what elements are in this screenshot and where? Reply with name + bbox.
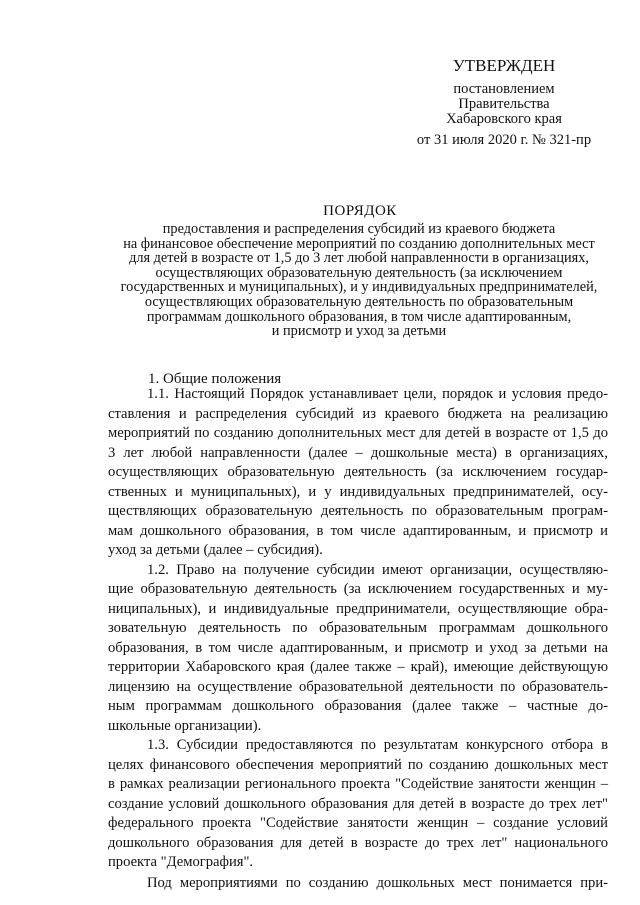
subtitle-line: осуществляющих образовательную деятельность по образовательным xyxy=(144,293,574,310)
paragraph-line: 1.1. Настоящий Порядок устанавливает цели, порядок и условия предо- xyxy=(147,386,608,402)
paragraph-line: в рамках реализации регионального проекта "Содействие занятости женщин – xyxy=(108,776,608,792)
paragraph-line: лицензию на осуществление образовательной деятельности по образователь- xyxy=(108,678,608,695)
paragraph-1-1 xyxy=(108,385,608,561)
approval-line: Хабаровского края xyxy=(446,111,562,127)
paragraph-line: дошкольного образования для детей в возрасте до трех лет" национального xyxy=(108,834,608,851)
document-subtitle xyxy=(100,222,618,339)
paragraph-line: 1.2. Право на получение субсидии имеют организации, осуществляю- xyxy=(147,561,608,578)
paragraph-line: щие образовательную деятельность (за исключением государственных и му- xyxy=(108,581,608,597)
paragraph-line: ществляющих образовательную деятельность по образовательным програм- xyxy=(108,503,608,519)
paragraph-1-2 xyxy=(108,561,608,737)
paragraph-line: уход за детьми (далее – субсидия). xyxy=(108,542,323,558)
approval-stamp: УТВЕРЖДЕН xyxy=(452,56,556,75)
paragraph-line: ставления и распределения субсидий из краевого бюджета на реализацию xyxy=(108,405,608,422)
paragraph-line: ниципальных), и индивидуальные предприниматели, осуществляющие обра- xyxy=(108,600,608,617)
subtitle-line: программам дошкольного образования, в том числе адаптированным, xyxy=(146,308,572,325)
paragraph-line: проекта "Демография". xyxy=(108,854,254,870)
paragraph-line: целях финансового обеспечения мероприятий по созданию дошкольных мест xyxy=(108,756,608,773)
paragraph-1-3 xyxy=(108,736,608,873)
subtitle-line: осуществляющих образовательную деятельность (за исключением xyxy=(155,264,563,281)
subtitle-line: предоставления и распределения субсидий из краевого бюджета xyxy=(162,221,556,237)
paragraph-line: создание условий дошкольного образования для детей в возрасте до трех лет" xyxy=(108,795,608,812)
paragraph-line: ственных и муниципальных), и у индивидуальных предпринимателей, осу- xyxy=(108,483,608,500)
approval-date: от 31 июля 2020 г. № 321-пр xyxy=(416,132,592,148)
paragraph-line: 1.3. Субсидии предоставляются по результатам конкурсного отбора в xyxy=(147,737,608,753)
document-body xyxy=(108,385,608,893)
section-heading: 1. Общие положения xyxy=(148,371,282,387)
paragraph-line: мероприятий по созданию дополнительных мест для детей в возрасте от 1,5 до xyxy=(108,425,608,441)
approval-line: Правительства xyxy=(458,96,550,112)
paragraph-line: осуществляющих образовательную деятельность (за исключением государ- xyxy=(108,464,608,480)
paragraph-line: зовательную деятельность по образовательным программам дошкольного xyxy=(108,620,608,636)
paragraph-line: ным программам дошкольного образования (далее также – частные до- xyxy=(108,698,608,714)
paragraph-line: мам дошкольного образования, в том числе адаптированным, и присмотр и xyxy=(108,522,608,539)
paragraph-line: Под мероприятиями по созданию дошкольных мест понимается при- xyxy=(147,874,608,891)
paragraph-line: 3 лет любой направленности (далее – дошкольные места) в организациях, xyxy=(108,444,608,461)
paragraph-line: территории Хабаровского края (далее также – край), имеющие действующую xyxy=(108,659,608,675)
subtitle-line: государственных и муниципальных), и у индивидуальных предпринимателей, xyxy=(120,279,598,296)
paragraph-line: школьные организации). xyxy=(108,717,262,734)
paragraph-continuation xyxy=(108,874,608,894)
document-title: ПОРЯДОК xyxy=(323,203,397,219)
paragraph-line: образования, в том числе адаптированным, и присмотр и уход за детьми на xyxy=(108,639,608,656)
subtitle-line: для детей в возрасте от 1,5 до 3 лет любой направленности в организациях, xyxy=(129,250,589,267)
subtitle-line: и присмотр и уход за детьми xyxy=(271,323,447,340)
approval-line: постановлением xyxy=(453,81,555,97)
paragraph-line: федерального проекта "Содействие занятости женщин – создание условий xyxy=(108,815,608,831)
approval-block xyxy=(404,56,604,148)
subtitle-line: на финансовое обеспечение мероприятий по созданию дополнительных мест xyxy=(123,235,595,252)
